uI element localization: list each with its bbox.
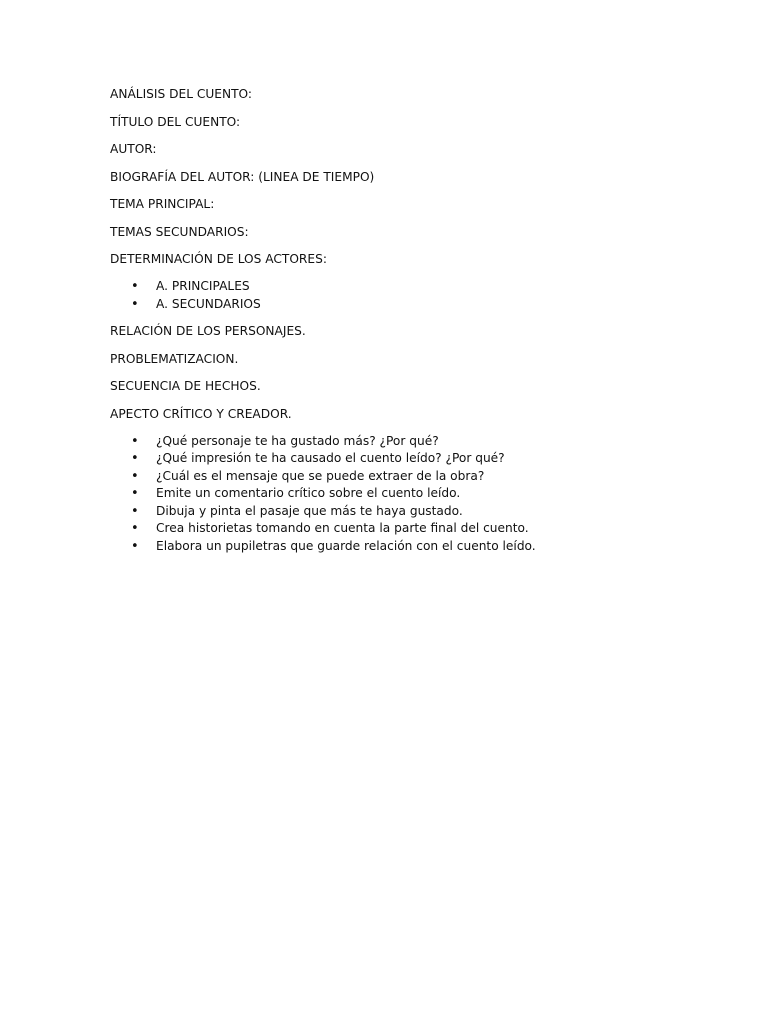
bullet-icon: • [131, 538, 139, 554]
list-item-text: Dibuja y pinta el pasaje que más te haya gustado. [156, 503, 463, 518]
field-aspecto-critico: APECTO CRÍTICO Y CREADOR. [110, 406, 292, 421]
bullet-icon: • [131, 279, 139, 294]
questions-list [110, 433, 670, 556]
bullet-icon: • [131, 451, 139, 466]
field-titulo: TÍTULO DEL CUENTO: [110, 114, 241, 129]
field-relacion-personajes: RELACIÓN DE LOS PERSONAJES. [110, 324, 306, 338]
list-item-text: ¿Qué impresión te ha causado el cuento leído? ¿Por qué? [156, 451, 505, 465]
field-tema-principal: TEMA PRINCIPAL: [110, 197, 215, 211]
list-item-text: Crea historietas tomando en cuenta la parte final del cuento. [156, 521, 529, 535]
list-item [110, 433, 670, 451]
bullet-icon: • [131, 296, 139, 312]
field-determinacion-actores: DETERMINACIÓN DE LOS ACTORES: [110, 252, 327, 266]
field-temas-secundarios: TEMAS SECUNDARIOS: [110, 224, 249, 239]
bullet-icon: • [131, 521, 139, 536]
list-item [110, 485, 670, 503]
list-item [110, 296, 670, 314]
list-item [110, 450, 670, 468]
list-item-text: Elabora un pupiletras que guarde relación con el cuento leído. [156, 538, 536, 553]
bullet-icon: • [131, 503, 139, 519]
field-secuencia-hechos: SECUENCIA DE HECHOS. [110, 379, 261, 393]
list-item-text: A. PRINCIPALES [156, 279, 250, 293]
list-item [110, 278, 670, 296]
document-body [110, 86, 670, 565]
list-item-text: ¿Qué personaje te ha gustado más? ¿Por qué? [156, 433, 439, 448]
actors-list [110, 278, 670, 313]
list-item [110, 520, 670, 538]
list-item [110, 468, 670, 486]
list-item [110, 503, 670, 521]
bullet-icon: • [131, 433, 139, 449]
bullet-icon: • [131, 468, 139, 484]
list-item-text: A. SECUNDARIOS [156, 296, 261, 311]
bullet-icon: • [131, 486, 139, 501]
list-item-text: Emite un comentario crítico sobre el cuento leído. [156, 486, 461, 500]
field-autor: AUTOR: [110, 142, 157, 156]
field-problematizacion: PROBLEMATIZACION. [110, 351, 239, 366]
list-item [110, 538, 670, 556]
list-item-text: ¿Cuál es el mensaje que se puede extraer de la obra? [156, 468, 485, 483]
heading-analisis: ANÁLISIS DEL CUENTO: [110, 87, 253, 101]
field-biografia: BIOGRAFÍA DEL AUTOR: (LINEA DE TIEMPO) [110, 169, 375, 184]
